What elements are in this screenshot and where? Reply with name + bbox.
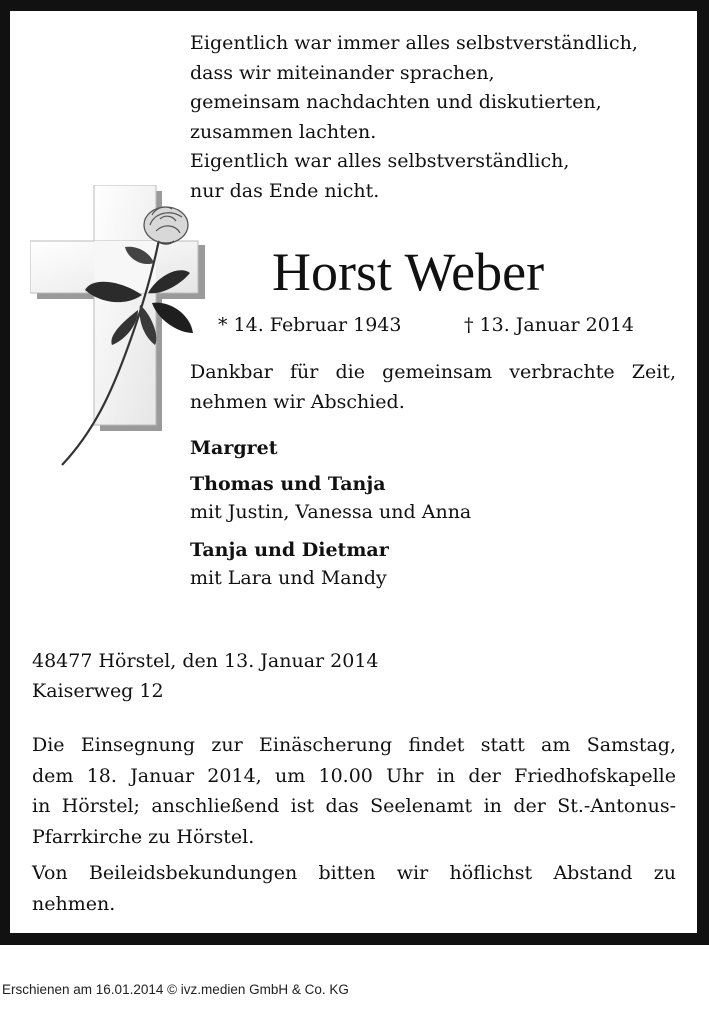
cross-with-rose-image xyxy=(30,185,205,470)
address xyxy=(32,647,379,706)
family-member-tanja-dietmar: Tanja und Dietmar xyxy=(190,539,389,561)
service-line: dem 18. Januar 2014, um 10.00 Uhr in der Friedhofskapelle xyxy=(32,764,676,787)
poem-line: zusammen lachten. xyxy=(190,120,377,143)
family-member-thomas-tanja: Thomas und Tanja xyxy=(190,473,386,495)
death-date: † 13. Januar 2014 xyxy=(464,314,635,336)
request-line: Von Beileidsbekundungen bitten wir höflichst Abstand zu xyxy=(32,862,676,884)
place-and-date: 48477 Hörstel, den 13. Januar 2014 xyxy=(32,650,379,672)
birth-date: * 14. Februar 1943 xyxy=(218,314,402,336)
thanks-text: Dankbar für die gemeinsam verbrachte Zeit, nehmen wir Abschied. xyxy=(190,361,676,413)
publication-footer: Erschienen am 16.01.2014 © ivz.medien GmbH & Co. KG xyxy=(2,982,349,997)
poem xyxy=(190,29,638,207)
service-line: Die Einsegnung zur Einäscherung findet statt am Samstag, xyxy=(32,734,676,756)
poem-line: dass wir miteinander sprachen, xyxy=(190,61,495,84)
request-line: nehmen. xyxy=(32,892,116,915)
condolence-request xyxy=(32,858,676,919)
street-address: Kaiserweg 12 xyxy=(32,679,164,702)
family-children-thomas-tanja: mit Justin, Vanessa und Anna xyxy=(190,501,472,523)
family-children-tanja-dietmar: mit Lara und Mandy xyxy=(190,567,387,589)
family-member-margret: Margret xyxy=(190,437,278,459)
poem-line: Eigentlich war alles selbstverständlich, xyxy=(190,150,570,173)
service-line: in Hörstel; anschließend ist das Seelenamt in der St.-Antonus- xyxy=(32,795,676,817)
service-line: Pfarrkirche zu Hörstel. xyxy=(32,825,255,848)
deceased-name: Horst Weber xyxy=(272,242,545,302)
service-notice xyxy=(32,730,676,852)
poem-line: nur das Ende nicht. xyxy=(190,179,380,202)
poem-line: gemeinsam nachdachten und diskutierten, xyxy=(190,91,602,114)
poem-line: Eigentlich war immer alles selbstverständlich, xyxy=(190,32,638,54)
